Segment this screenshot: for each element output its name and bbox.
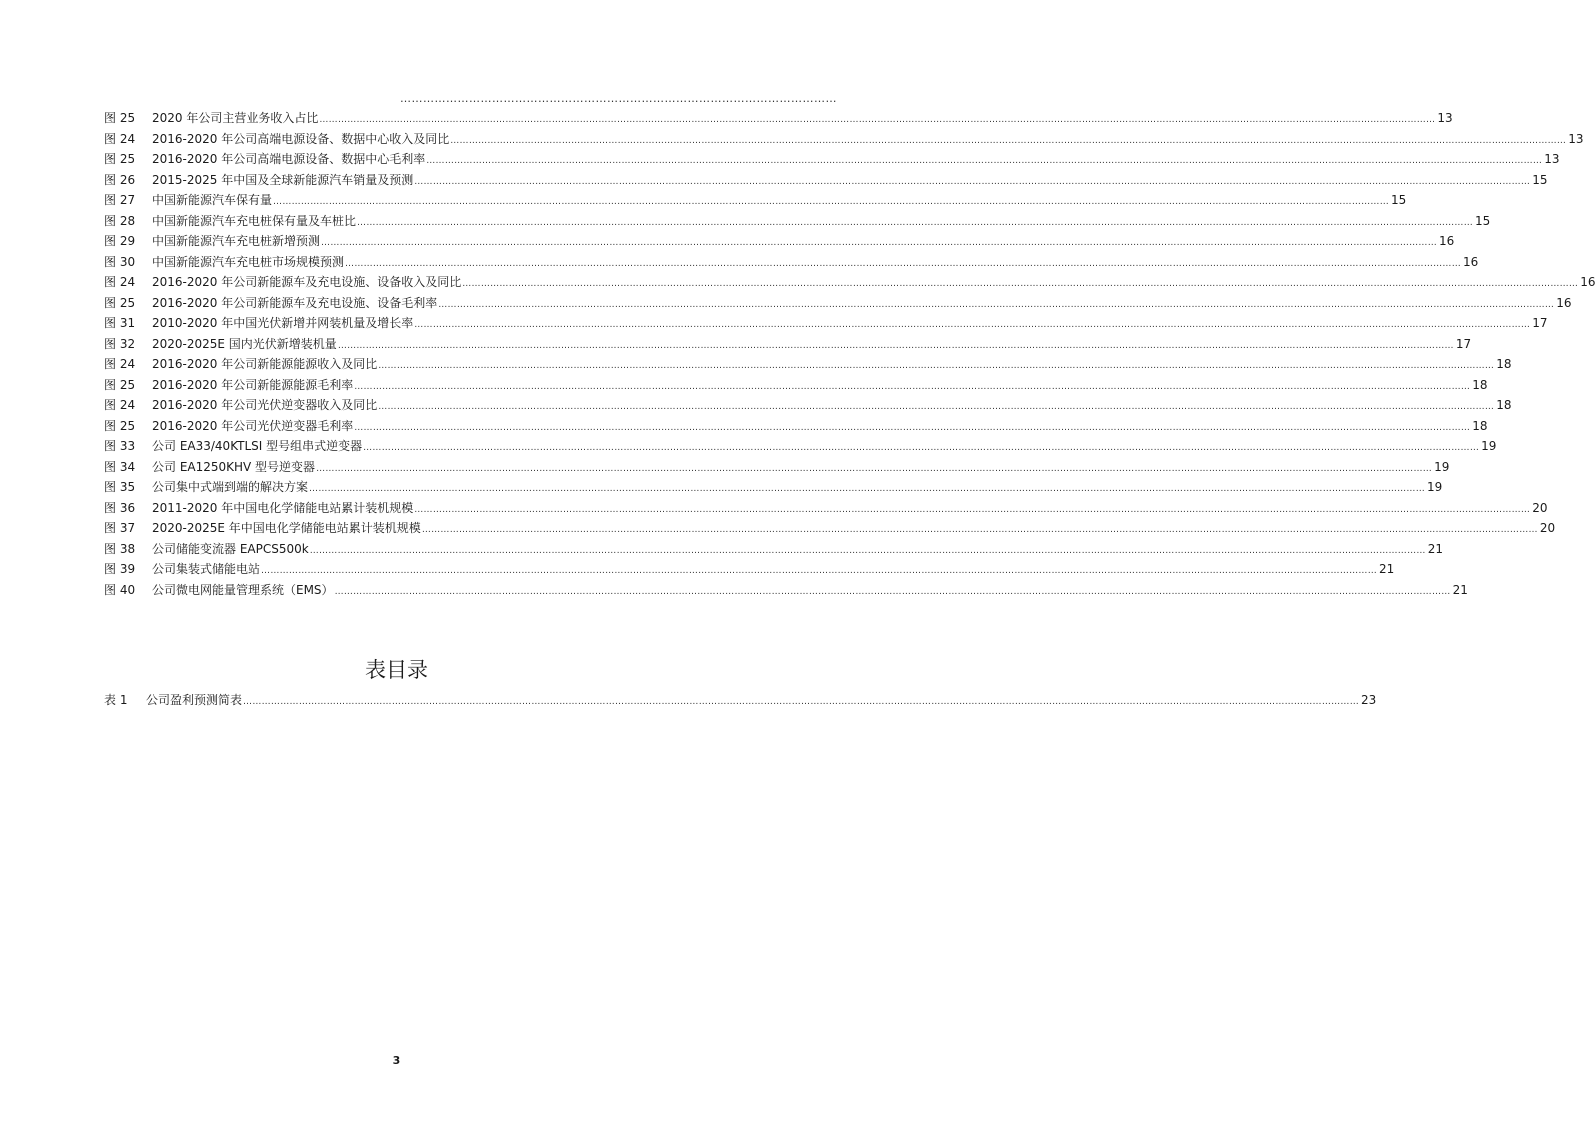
entry-title: 中国新能源汽车充电桩保有量及车桩比	[152, 213, 357, 228]
entry-title: 中国新能源汽车充电桩新增预测	[152, 234, 321, 248]
toc-entry[interactable]	[104, 149, 1560, 170]
toc-entry[interactable]	[104, 293, 1572, 314]
toc-entry[interactable]	[104, 272, 1596, 293]
figure-list	[104, 108, 1596, 600]
entry-page-number: 18	[1472, 377, 1488, 392]
entry-label: 图 35	[104, 480, 136, 494]
entry-title: 公司 EA33/40KTLSI 型号组串式逆变器	[152, 439, 363, 453]
entry-label: 图 37	[104, 521, 136, 535]
leader-dots: ………………………………………………………………………………………………………………………………………………………………………………………………………………………………………………………………………………………………………………………………	[426, 156, 1543, 166]
entry-title: 公司集中式端到端的解决方案	[152, 480, 309, 494]
entry-page-number: 17	[1455, 336, 1472, 351]
leader-dots: ………………………………………………………………………………………………………………………………………………………………………………………………………………………………………………………………………………………………………………………………	[319, 115, 1436, 125]
entry-page-number: 19	[1481, 439, 1497, 453]
leader-dots: ………………………………………………………………………………………………………………………………………………………………………………………………………………………………………………………………………………………………………………………………	[321, 238, 1438, 248]
leader-dots: ………………………………………………………………………………………………………………………………………………………………………………………………………………………………………………………………………………………………………………………………	[334, 586, 1451, 597]
entry-title: 公司集装式储能电站	[152, 562, 261, 576]
entry-title: 中国新能源汽车充电桩市场规模预测	[152, 254, 345, 269]
leader-dots: ………………………………………………………………………………………………………………………………………………………………………………………………………………………………………………………………………………………………………………………………	[261, 566, 1378, 576]
entry-title: 公司 EA1250KHV 型号逆变器	[152, 459, 316, 474]
toc-entry[interactable]	[104, 170, 1548, 191]
toc-entry[interactable]	[104, 375, 1488, 396]
leader-dots: ………………………………………………………………………………………………………………………………………………………………………………………………………………………………………………………………………………………………………………………………	[421, 525, 1538, 535]
entry-page-number: 15	[1391, 193, 1407, 207]
leader-dots: ………………………………………………………………………………………………………………………………………………………………………………………………………………………………………………………………………………………………………………………………	[462, 279, 1579, 289]
entry-label: 图 32	[104, 336, 136, 351]
entry-label: 图 25	[104, 295, 136, 310]
entry-label: 图 30	[104, 254, 136, 269]
toc-entry[interactable]	[104, 334, 1472, 355]
entry-page-number: 21	[1427, 541, 1443, 556]
entry-page-number: 19	[1427, 480, 1443, 494]
entry-title: 公司储能变流器 EAPCS500k	[152, 541, 309, 556]
entry-page-number: 19	[1434, 459, 1450, 474]
entry-label: 图 24	[104, 131, 136, 146]
entry-label: 图 25	[104, 111, 136, 125]
toc-entry[interactable]	[104, 313, 1548, 334]
entry-page-number: 23	[1361, 693, 1377, 707]
leader-dots: ………………………………………………………………………………………………………………………………………………………………………………………………………………………………………………………………………………………………………………………………	[363, 443, 1480, 453]
entry-page-number: 17	[1532, 316, 1548, 330]
entry-label: 图 24	[104, 275, 136, 289]
page-number: 3	[392, 1054, 401, 1067]
entry-page-number: 21	[1379, 562, 1395, 576]
toc-entry[interactable]	[104, 354, 1512, 375]
entry-title: 2016-2020 年公司高端电源设备、数据中心毛利率	[152, 152, 426, 166]
leader-dots: ………………………………………………………………………………………………………………………………………………………………………………………………………………………………………………………………………………………………………………………………	[243, 697, 1360, 707]
leader-dots: ………………………………………………………………………………………………………………………………………………………………………………………………………………………………………………………………………………………………………………………………	[414, 176, 1531, 187]
leader-dots: ………………………………………………………………………………………………………………………………………………………………………………………………………………………………………………………………………………………………………………………………	[414, 320, 1531, 330]
entry-label: 图 33	[104, 439, 136, 453]
entry-label: 图 36	[104, 500, 136, 515]
entry-title: 2016-2020 年公司新能源车及充电设施、设备收入及同比	[152, 275, 462, 289]
leader-dots: ………………………………………………………………………………………………………………………………………………………………………………………………………………………………………………………………………………………………………………………………	[354, 422, 1471, 433]
entry-label: 图 40	[104, 582, 136, 597]
toc-entry[interactable]	[104, 518, 1556, 539]
entry-label: 图 38	[104, 541, 136, 556]
entry-page-number: 16	[1439, 234, 1455, 248]
entry-label: 图 25	[104, 377, 136, 392]
entry-page-number: 18	[1472, 418, 1488, 433]
toc-entry[interactable]	[104, 129, 1584, 150]
toc-entry[interactable]	[104, 252, 1479, 273]
leader-dots: ………………………………………………………………………………………………………………………………………………………………………………………………………………………………………………………………………………………………………………………………	[337, 340, 1454, 351]
entry-title: 公司盈利预测简表	[146, 693, 243, 707]
entry-title: 2020 年公司主营业务收入占比	[152, 111, 319, 125]
toc-entry[interactable]	[104, 436, 1497, 457]
leader-dots: ………………………………………………………………………………………………………………………………………………………………………………………………………………………………………………………………………………………………………………………………	[357, 217, 1474, 228]
toc-entry[interactable]	[104, 395, 1512, 416]
entry-title: 2016-2020 年公司高端电源设备、数据中心收入及同比	[152, 131, 450, 146]
entry-title: 2015-2025 年中国及全球新能源汽车销量及预测	[152, 172, 414, 187]
entry-title: 2010-2020 年中国光伏新增并网装机量及增长率	[152, 316, 414, 330]
toc-entry[interactable]	[104, 580, 1468, 601]
entry-page-number: 16	[1556, 295, 1572, 310]
entry-title: 2016-2020 年公司新能源能源收入及同比	[152, 357, 378, 371]
leader-dots: ………………………………………………………………………………………………………………………………………………………………………………………………………………………………………………………………………………………………………………………………	[354, 381, 1471, 392]
entry-page-number: 18	[1496, 398, 1512, 412]
leader-dots: ………………………………………………………………………………………………………………………………………………………………………………………………………………………………………………………………………………………………………………………………	[414, 504, 1531, 515]
leader-dots: ………………………………………………………………………………………………………………………………………………………………………………………………………………………………………………………………………………………………………………………………	[309, 484, 1426, 494]
leader-dots: ………………………………………………………………………………………………………………………………………………………………………………………………………………………………………………………………………………………………………………………………	[273, 197, 1390, 207]
toc-entry[interactable]	[104, 416, 1488, 437]
entry-label: 图 24	[104, 398, 136, 412]
leader-dots: ………………………………………………………………………………………………………………………………………………………………………………………………………………………………………………………………………………………………………………………………	[450, 135, 1567, 146]
toc-entry[interactable]	[104, 457, 1450, 478]
table-list	[104, 690, 1377, 711]
entry-title: 2016-2020 年公司光伏逆变器收入及同比	[152, 398, 378, 412]
toc-entry[interactable]	[104, 498, 1548, 519]
entry-title: 2011-2020 年中国电化学储能电站累计装机规模	[152, 500, 414, 515]
leader-dots: ………………………………………………………………………………………………………………………………………………………………………………………………………………………………………………………………………………………………………………………………	[345, 258, 1462, 269]
entry-title: 2020-2025E 年中国电化学储能电站累计装机规模	[152, 521, 421, 535]
entry-label: 图 26	[104, 172, 136, 187]
leader-dots: ………………………………………………………………………………………………………………………………………………………………………………………………………………………………………………………………………………………………………………………………	[378, 402, 1495, 412]
entry-label: 图 28	[104, 213, 136, 228]
toc-entry[interactable]	[104, 211, 1491, 232]
toc-entry[interactable]	[104, 477, 1443, 498]
entry-title: 2020-2025E 国内光伏新增装机量	[152, 336, 337, 351]
entry-label: 图 24	[104, 357, 136, 371]
entry-page-number: 13	[1568, 131, 1584, 146]
leader-dots-continuation: ……………………………………………………………………………………………………	[400, 92, 837, 105]
entry-page-number: 13	[1544, 152, 1560, 166]
entry-title: 中国新能源汽车保有量	[152, 193, 273, 207]
entry-page-number: 15	[1475, 213, 1491, 228]
entry-title: 公司微电网能量管理系统（EMS）	[152, 582, 334, 597]
entry-label: 图 27	[104, 193, 136, 207]
entry-label: 图 34	[104, 459, 136, 474]
entry-title: 2016-2020 年公司光伏逆变器毛利率	[152, 418, 354, 433]
entry-page-number: 20	[1539, 521, 1556, 535]
toc-entry[interactable]	[104, 539, 1443, 560]
entry-label: 图 25	[104, 152, 136, 166]
entry-title: 2016-2020 年公司新能源车及充电设施、设备毛利率	[152, 295, 438, 310]
toc-entry[interactable]	[104, 559, 1395, 580]
leader-dots: ………………………………………………………………………………………………………………………………………………………………………………………………………………………………………………………………………………………………………………………………	[438, 299, 1555, 310]
entry-page-number: 15	[1532, 172, 1548, 187]
entry-page-number: 21	[1452, 582, 1468, 597]
entry-label: 图 25	[104, 418, 136, 433]
toc-entry[interactable]	[104, 190, 1407, 211]
entry-page-number: 20	[1532, 500, 1548, 515]
entry-label: 图 29	[104, 234, 136, 248]
entry-page-number: 18	[1496, 357, 1512, 371]
entry-page-number: 16	[1463, 254, 1479, 269]
entry-label: 图 31	[104, 316, 136, 330]
entry-label: 表 1	[104, 693, 128, 707]
toc-entry[interactable]	[104, 690, 1377, 711]
toc-entry[interactable]	[104, 231, 1455, 252]
table-list-heading: 表目录	[365, 658, 428, 682]
entry-page-number: 13	[1437, 111, 1453, 125]
leader-dots: ………………………………………………………………………………………………………………………………………………………………………………………………………………………………………………………………………………………………………………………………	[309, 545, 1426, 556]
leader-dots: ………………………………………………………………………………………………………………………………………………………………………………………………………………………………………………………………………………………………………………………………	[316, 463, 1433, 474]
entry-title: 2016-2020 年公司新能源能源毛利率	[152, 377, 354, 392]
entry-page-number: 16	[1580, 275, 1596, 289]
toc-entry[interactable]	[104, 108, 1453, 129]
leader-dots: ………………………………………………………………………………………………………………………………………………………………………………………………………………………………………………………………………………………………………………………………	[378, 361, 1495, 371]
entry-label: 图 39	[104, 562, 136, 576]
